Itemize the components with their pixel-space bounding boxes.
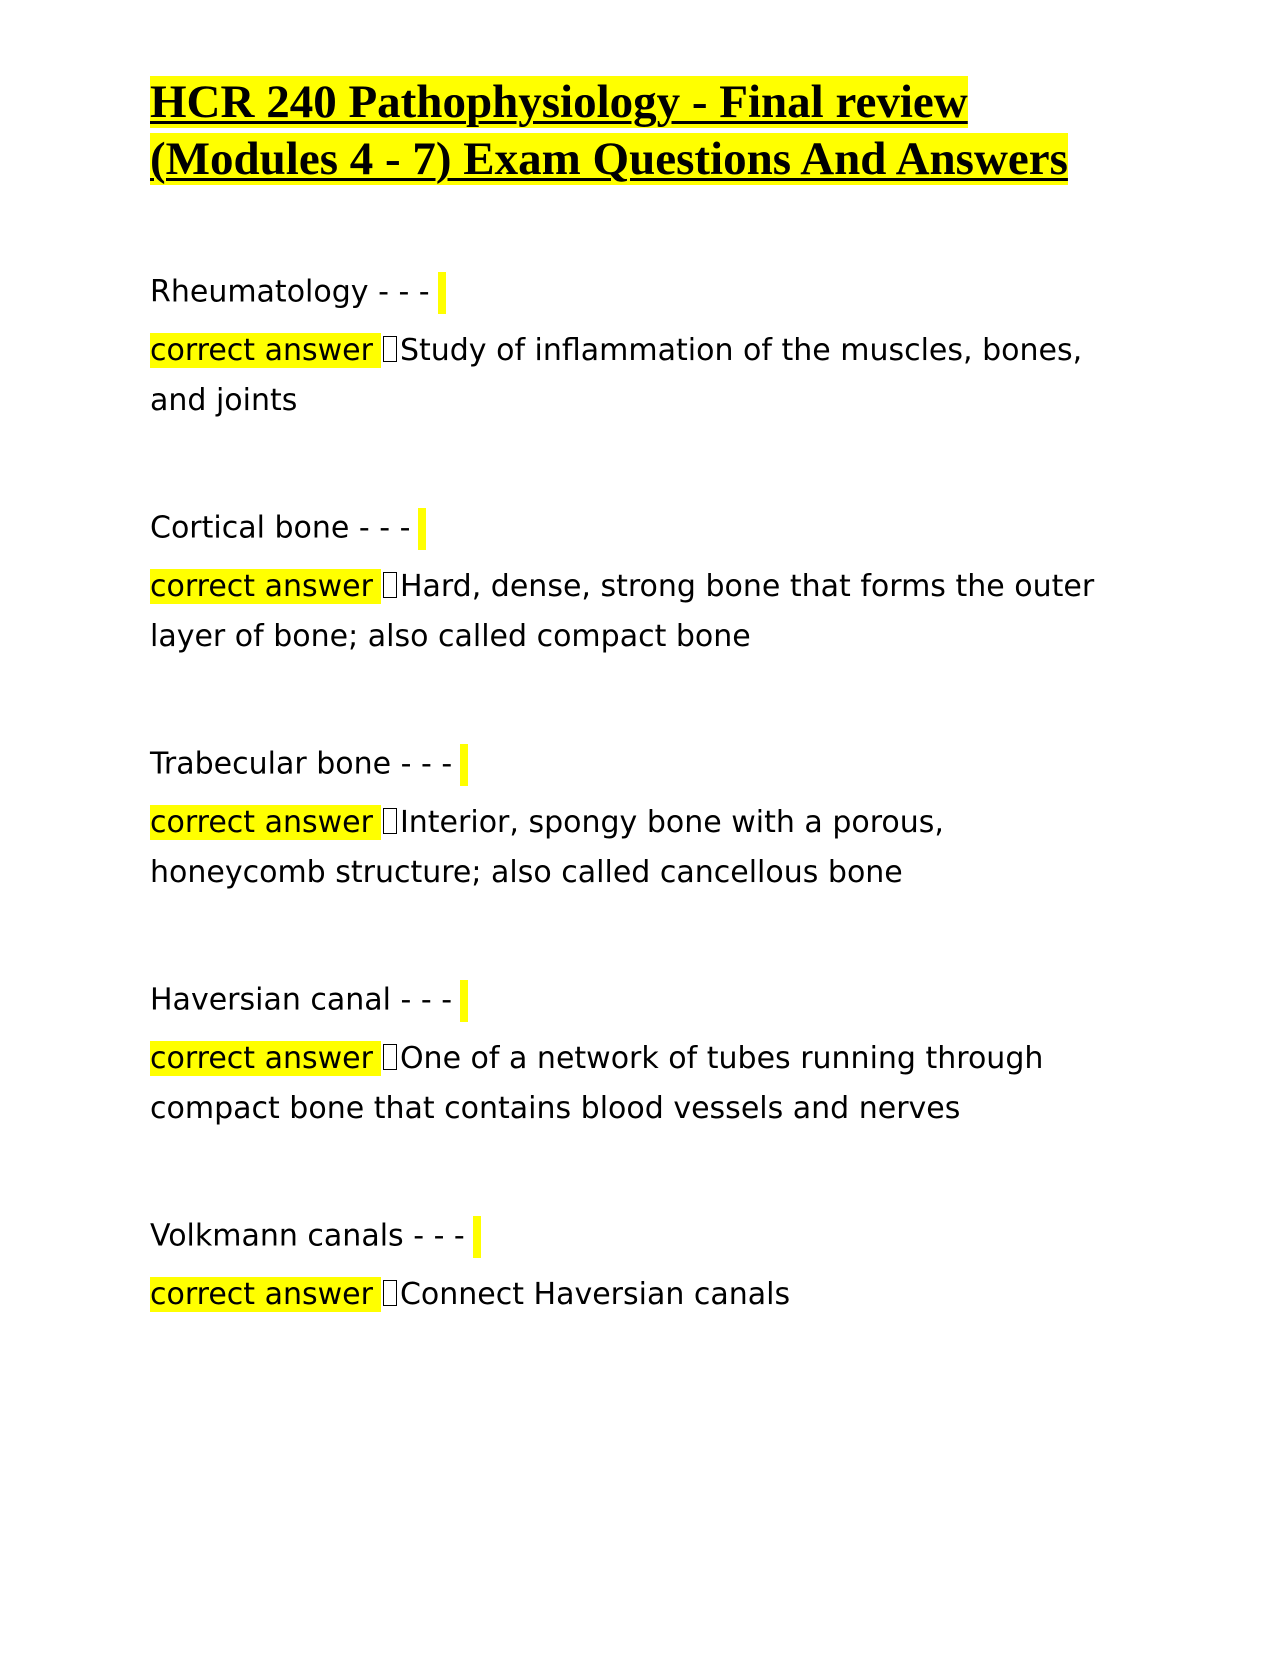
answer-text: Interior, spongy bone with a porous, honeycomb structure; also called cancellous bone bbox=[150, 805, 944, 890]
term: Trabecular bone - - - bbox=[150, 746, 453, 782]
answer-label: correct answer bbox=[150, 333, 381, 368]
missing-glyph-icon bbox=[383, 1280, 397, 1306]
missing-glyph-icon bbox=[383, 808, 397, 834]
term-line bbox=[150, 980, 1120, 1020]
answer-label: correct answer bbox=[150, 569, 381, 604]
term: Rheumatology - - - bbox=[150, 274, 430, 310]
term-line bbox=[150, 508, 1120, 548]
answer-line bbox=[150, 326, 1120, 426]
missing-glyph-icon bbox=[383, 1044, 397, 1070]
document-title bbox=[150, 74, 1150, 188]
answer-line bbox=[150, 798, 1120, 898]
qa-entry bbox=[150, 272, 1120, 426]
term-line bbox=[150, 744, 1120, 784]
answer-label: correct answer bbox=[150, 1277, 381, 1312]
answer-label: correct answer bbox=[150, 805, 381, 840]
term: Volkmann canals - - - bbox=[150, 1218, 465, 1254]
qa-entry bbox=[150, 744, 1120, 898]
answer-label: correct answer bbox=[150, 1041, 381, 1076]
highlight-mark bbox=[460, 744, 468, 786]
answer-text: Hard, dense, strong bone that forms the outer layer of bone; also called compact bone bbox=[150, 569, 1095, 654]
highlight-mark bbox=[438, 272, 446, 314]
missing-glyph-icon bbox=[383, 336, 397, 362]
qa-entry bbox=[150, 1216, 1120, 1320]
answer-line bbox=[150, 562, 1120, 662]
highlight-mark bbox=[418, 508, 426, 550]
term-line bbox=[150, 272, 1120, 312]
answer-line bbox=[150, 1034, 1120, 1134]
term-line bbox=[150, 1216, 1120, 1256]
answer-text: One of a network of tubes running through compact bone that contains blood vessels and nerves bbox=[150, 1041, 1044, 1126]
answer-text: Connect Haversian canals bbox=[399, 1277, 791, 1312]
term: Haversian canal - - - bbox=[150, 982, 453, 1018]
qa-entry bbox=[150, 980, 1120, 1134]
missing-glyph-icon bbox=[383, 572, 397, 598]
answer-line bbox=[150, 1270, 1120, 1320]
highlight-mark bbox=[473, 1216, 481, 1258]
highlight-mark bbox=[460, 980, 468, 1022]
answer-text: Study of inflammation of the muscles, bones, and joints bbox=[150, 333, 1083, 418]
qa-entry bbox=[150, 508, 1120, 662]
document-title-text: HCR 240 Pathophysiology - Final review (Modules 4 - 7) Exam Questions And Answers bbox=[150, 76, 1068, 185]
term: Cortical bone - - - bbox=[150, 510, 411, 546]
